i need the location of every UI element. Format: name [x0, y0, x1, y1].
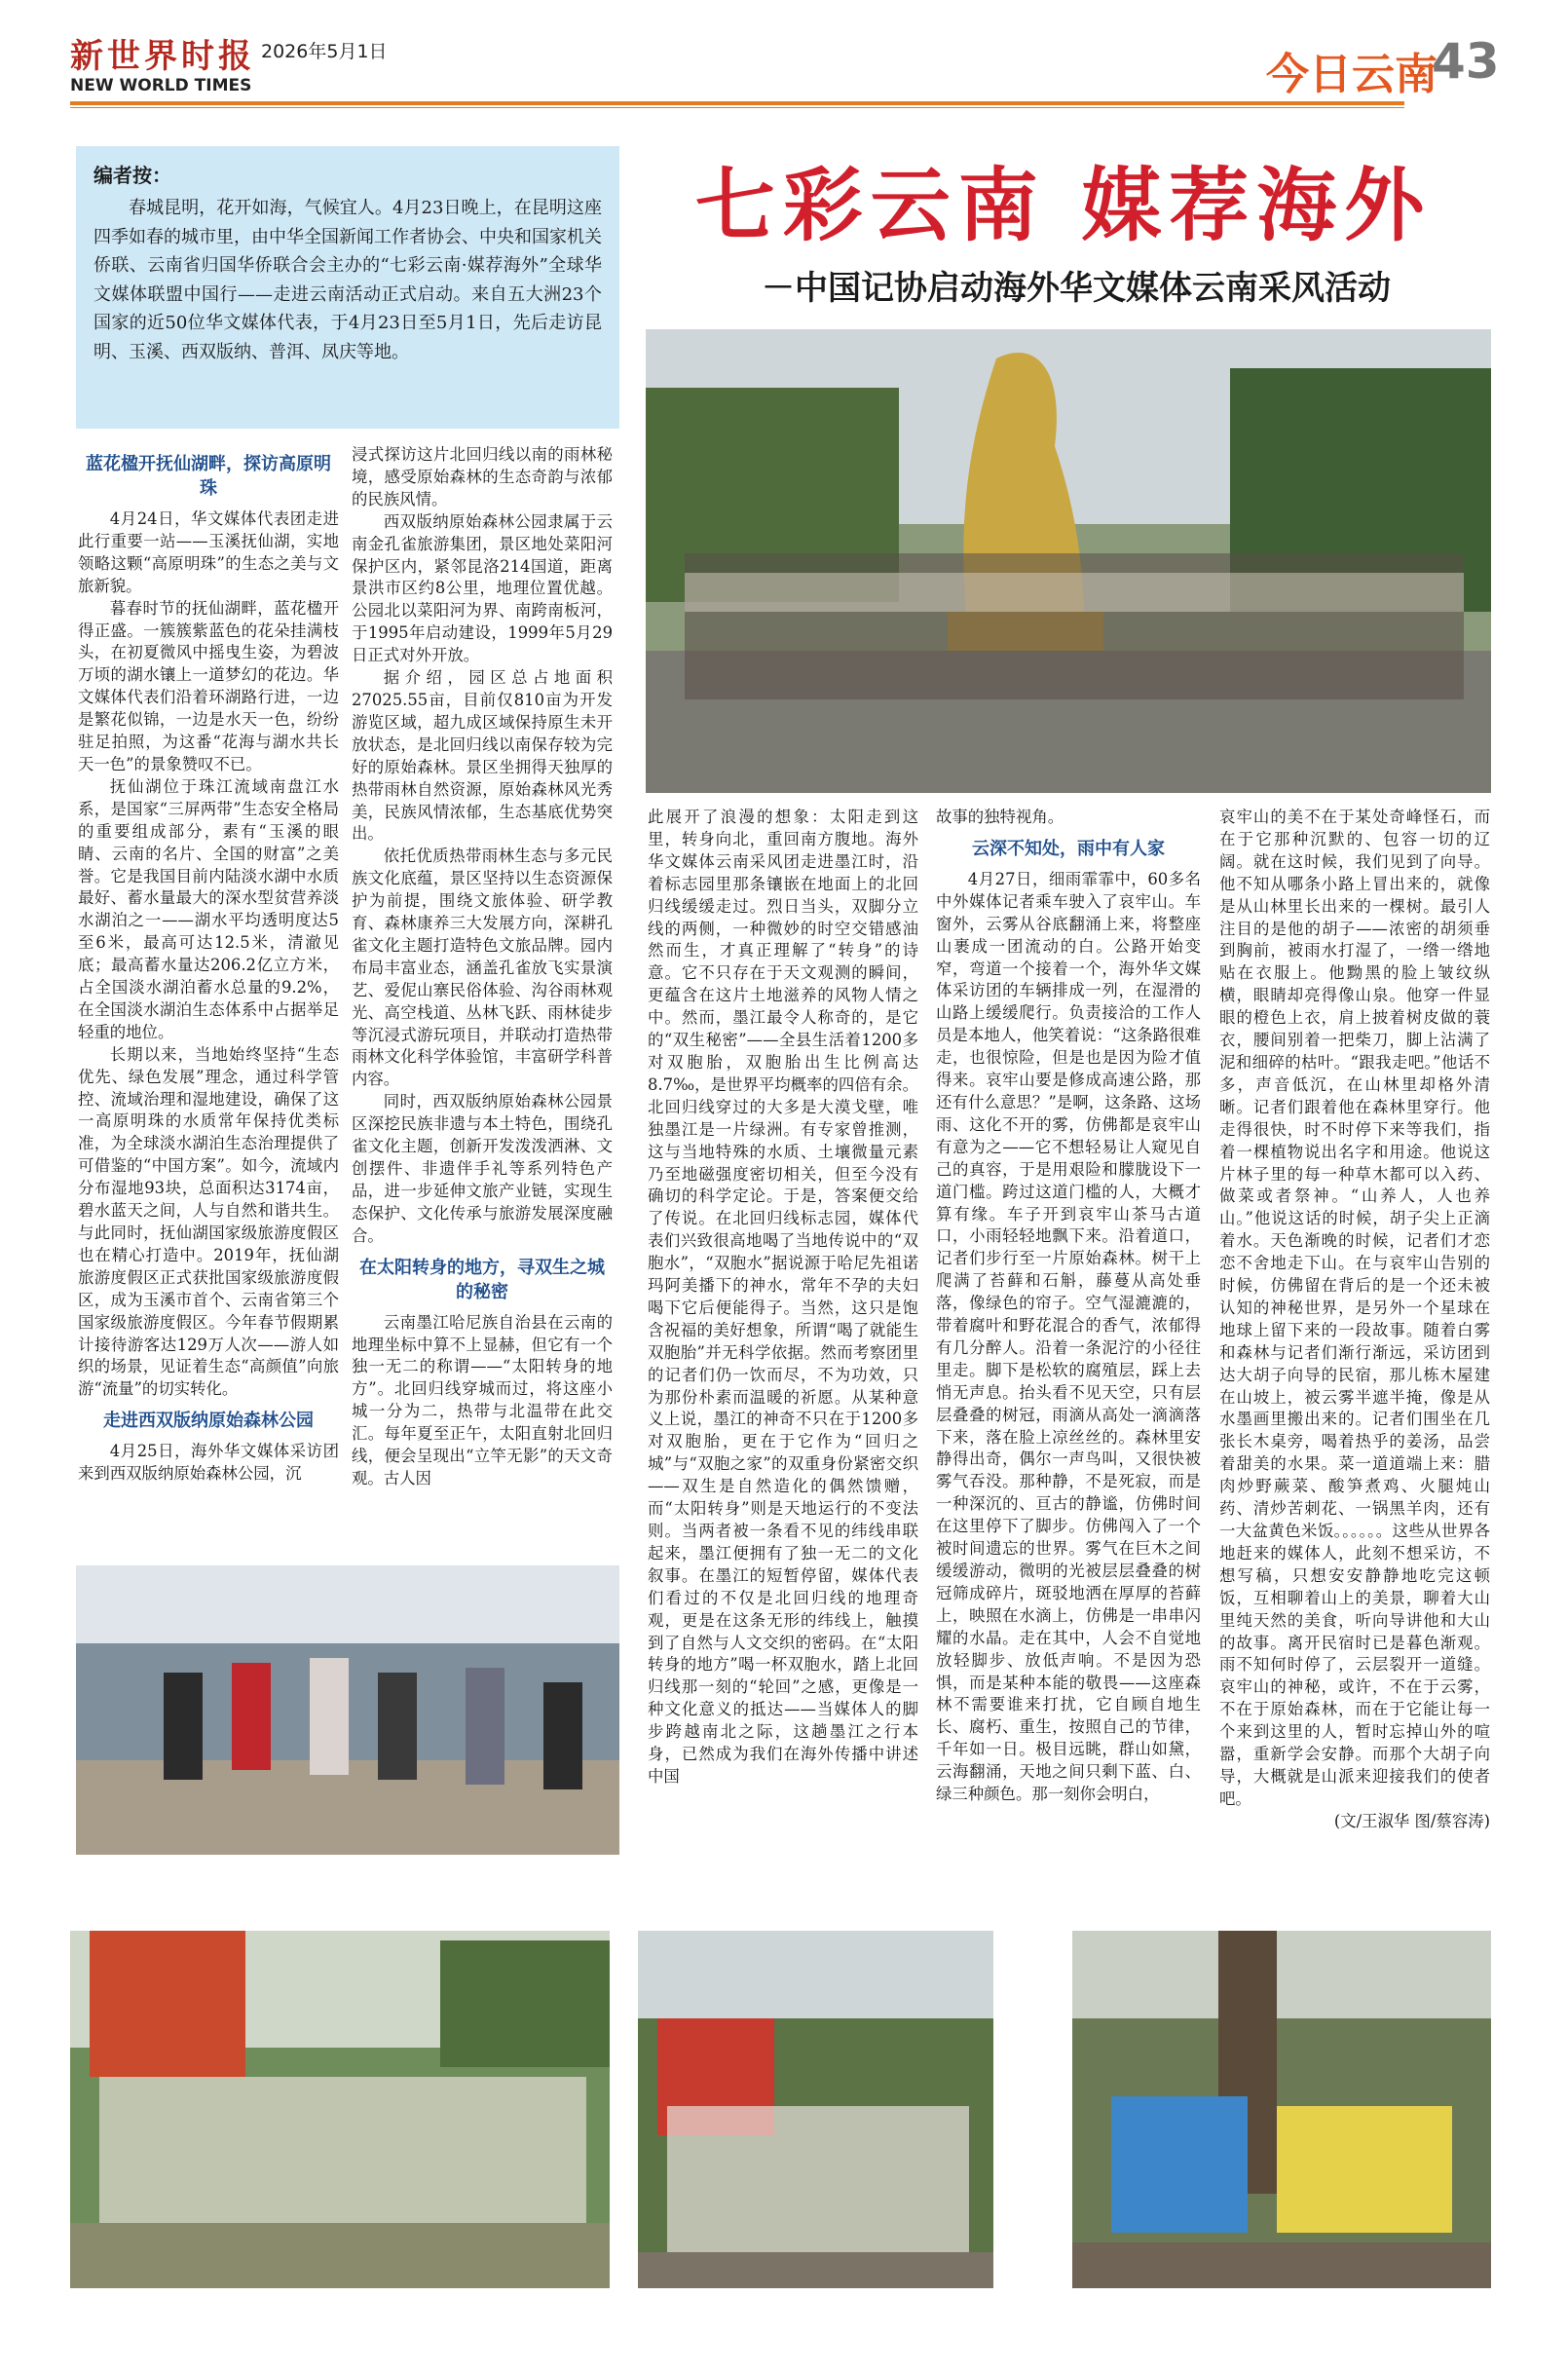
- group-photo-forest-park: [638, 1931, 993, 2288]
- text-column-1: [78, 444, 339, 1555]
- text-column-4: [936, 807, 1201, 1917]
- group-photo-monument: [646, 329, 1491, 793]
- paragraph: 4月24日，华文媒体代表团走进此行重要一站——玉溪抚仙湖，实地领略这颗“高原明珠”的生态之美与文旅新貌。: [78, 509, 339, 595]
- subheading: 在太阳转身的地方，寻双生之城的秘密: [359, 1257, 605, 1302]
- masthead-date: 2026年5月1日: [261, 41, 388, 62]
- subheading: 云深不知处，雨中有人家: [972, 838, 1165, 859]
- subheading: 蓝花楹开抚仙湖畔，探访高原明珠: [86, 454, 331, 499]
- byline-credit: (文/王淑华 图/蔡容涛): [1333, 1811, 1490, 1830]
- text-column-3: [648, 807, 918, 1917]
- editor-note-text: 春城昆明，花开如海，气候宜人。4月23日晚上，在昆明这座四季如春的城市里，由中华全国新闻工作者协会、中央和国家机关侨联、云南省归国华侨联合会主办的“七彩云南·媒荐海外”全球华文媒体联盟中国行——走进云南活动正式启动。来自五大洲23个国家的近50位华文媒体代表，于4月23日至5月1日，先后走访昆明、玉溪、西双版纳、普洱、凤庆等地。: [93, 198, 602, 362]
- masthead-rule-thin: [70, 107, 1404, 108]
- editor-note-box: [76, 146, 619, 429]
- paragraph: 哀牢山的美不在于某处奇峰怪石，而在于它那种沉默的、包容一切的辽阔。就在这时候，我们见到了向导。他不知从哪条小路上冒出来的，就像是从山林里长出来的一棵树。最引人注目的是他的胡子——浓密的胡须垂到胸前，被雨水打湿了，一绺一绺地贴在衣服上。他黝黑的脸上皱纹纵横，眼睛却亮得像山泉。他穿一件显眼的橙色上衣，肩上披着树皮做的蓑衣，腰间别着一把柴刀，脚上沾满了泥和细碎的枯叶。“跟我走吧。”他话不多，声音低沉，在山林里却格外清晰。记者们跟着他在森林里穿行。他走得很快，时不时停下来等我们，指着一棵植物说出名字和用途。他说这片林子里的每一种草木都可以入药、做菜或者祭神。“山养人，人也养山。”他说这话的时候，胡子尖上正滴着水。天色渐晚的时候，记者们才恋恋不舍地走下山。在与哀牢山告别的时候，仿佛留在背后的是一个还未被认知的神秘世界，是另外一个星球在地球上留下来的一段故事。随着白雾和森林与记者们渐行渐远，采访团到达大胡子向导的民宿，那儿栋木屋建在山坡上，被云雾半遮半掩，像是从水墨画里搬出来的。记者们围坐在几张长木桌旁，喝着热乎的姜汤，品尝着甜美的水果。菜一道道端上来：腊肉炒野蕨菜、酸笋煮鸡、火腿炖山药、清炒苦刺花、一锅黑羊肉，还有一大盆黄色米饭。。。。。。这些从世界各地赶来的媒体人，此刻不想采访，不想写稿，只想安安静静地吃完这顿饭，互相聊着山上的美景，聊着大山里纯天然的美食，听向导讲他和大山的故事。离开民宿时已是暮色渐观。雨不知何时停了，云层裂开一道缝。哀牢山的神秘，或许，不在于云雾，不在于原始森林，而在于它能让每一个来到这里的人，暂时忘掉山外的喧嚣，重新学会安静。而那个大胡子向导，大概就是山派来迎接我们的使者吧。: [1219, 808, 1490, 1808]
- paragraph: 西双版纳原始森林公园隶属于云南金孔雀旅游集团，景区地处菜阳河保护区内，紧邻昆洛214国道，距离景洪市区约8公里，地理位置优越。公园北以菜阳河为界、南跨南板河，于1995年启动建设，1999年5月29日正式对外开放。: [352, 511, 613, 665]
- paragraph: 4月25日，海外华文媒体采访团来到西双版纳原始森林公园，沉: [78, 1442, 339, 1484]
- section-name: 今日云南: [1266, 50, 1437, 99]
- text-column-2: [352, 444, 613, 1555]
- text-column-5: [1219, 807, 1490, 1917]
- paragraph: 浸式探访这片北回归线以南的雨林秘境，感受原始森林的生态奇韵与浓郁的民族风情。: [352, 445, 613, 508]
- jumping-lakeside-photo: [76, 1565, 619, 1855]
- paragraph: 故事的独特视角。: [936, 808, 1064, 826]
- editor-note-label: 编者按：: [93, 164, 171, 187]
- paragraph: 云南墨江哈尼族自治县在云南的地理坐标中算不上显赫，但它有一个独一无二的称谓——“太阳转身的地方”。北回归线穿城而过，将这座小城一分为二，热带与北温带在此交汇。每年夏至正午，太阳直射北回归线，便会呈现出“立竿无影”的天文奇观。古人因: [352, 1312, 613, 1487]
- subheading: 走进西双版纳原始森林公园: [103, 1411, 314, 1432]
- masthead-english: NEW WORLD TIMES: [70, 76, 252, 95]
- paragraph: 据介绍，园区总占地面积27025.55亩，目前仅810亩为开发游览区域，超九成区域保持原生未开放状态，是北回归线以南保存较为完好的原始森林。景区坐拥得天独厚的热带雨林自然资源，原始森林风光秀美，民族风情浓郁，生态基底优势突出。: [352, 668, 613, 844]
- paragraph: 4月27日，细雨霏霏中，60多名中外媒体记者乘车驶入了哀牢山。车窗外，云雾从谷底翻涌上来，将整座山裹成一团流动的白。公路开始变窄，弯道一个接着一个，海外华文媒体采访团的车辆排成一列，在湿滑的山路上缓缓爬行。负责接洽的工作人员是本地人，他笑着说：“这条路很难走，也很惊险，但是也是因为险才值得来。哀牢山要是修成高速公路，那还有什么意思？”是啊，这条路、这场雨、这化不开的雾，仿佛都是哀牢山有意为之——它不想轻易让人窥见自己的真容，于是用艰险和朦胧设下一道门槛。跨过这道门槛的人，大概才算有缘。车子开到哀牢山茶马古道口，小雨轻轻地飘下来。沿着道口，记者们步行至一片原始森林。树干上爬满了苔藓和石斛，藤蔓从高处垂落，像绿色的帘子。空气湿漉漉的，带着腐叶和野花混合的香气，浓郁得有几分醉人。沿着一条泥泞的小径往里走。脚下是松软的腐殖层，踩上去悄无声息。抬头看不见天空，只有层层叠叠的树冠，雨滴从高处一滴滴落下来，落在脸上凉丝丝的。森林里安静得出奇，偶尔一声鸟叫，又很快被雾气吞没。那种静，不是死寂，而是一种深沉的、亘古的静谧，仿佛时间在这里停下了脚步。仿佛闯入了一个被时间遗忘的世界。雾气在巨木之间缓缓游动，微明的光被层层叠叠的树冠筛成碎片，斑驳地洒在厚厚的苔藓上，映照在水滴上，仿佛是一串串闪耀的水晶。走在其中，人会不自觉地放轻脚步、放低声响。不是因为恐惧，而是某种本能的敬畏——这座森林不需要谁来打扰，它自顾自地生长、腐朽、重生，按照自己的节律，千年如一日。极目远眺，群山如黛，云海翻涌，天地之间只剩下蓝、白、绿三种颜色。那一刻你会明白，: [936, 869, 1201, 1804]
- paragraph: 暮春时节的抚仙湖畔，蓝花楹开得正盛。一簇簇紫蓝色的花朵挂满枝头，在初夏微风中摇曳生姿，为碧波万顷的湖水镶上一道梦幻的花边。华文媒体代表们沿着环湖路行进，一边是繁花似锦，一边是水天一色，纷纷驻足拍照，为这番“花海与湖水共长天一色”的景象赞叹不已。: [78, 598, 339, 773]
- paragraph: 此展开了浪漫的想象：太阳走到这里，转身向北，重回南方腹地。海外华文媒体云南采风团走进墨江时，沿着标志园里那条镶嵌在地面上的北回归线缓缓走过。烈日当头，双脚分立线的两侧，一种微妙的时空交错感油然而生，才真正理解了“转身”的诗意。它不只存在于天文观测的瞬间，更蕴含在这片土地滋养的风物人情之中。然而，墨江最令人称奇的，是它的“双生秘密”——全县生活着1200多对双胞胎，双胞胎出生比例高达8.7‰，是世界平均概率的四倍有余。北回归线穿过的大多是大漠戈壁，唯独墨江是一片绿洲。有专家曾推测，这与当地特殊的水质、土壤微量元素乃至地磁强度密切相关，但至今没有确切的科学定论。于是，答案便交给了传说。在北回归线标志园，媒体代表们兴致很高地喝了当地传说中的“双胞水”，“双胞水”据说源于哈尼先祖诺玛阿美播下的神水，常年不孕的夫妇喝下它后便能得子。当然，这只是饱含祝福的美好想象，所谓“喝了就能生双胞胎”并无科学依据。然而考察团里的记者们仍一饮而尽，不为功效，只为那份朴素而温暖的祈愿。从某种意义上说，墨江的神奇不只在于1200多对双胞胎，更在于它作为“回归之城”与“双胞之家”的双重身份紧密交织——双生是自然造化的偶然馈赠，而“太阳转身”则是天地运行的不变法则。当两者被一条看不见的纬线串联起来，墨江便拥有了独一无二的文化叙事。在墨江的短暂停留，媒体代表们看过的不仅是北回归线的地理奇观，更是在这条无形的纬线上，触摸到了自然与人文交织的密码。在“太阳转身的地方”喝一杯双胞水，踏上北回归线那一刻的“轮回”之感，更像是一种文化意义的抵达——当媒体人的脚步跨越南北之际，这趟墨江之行本身，已然成为我们在海外传播中讲述中国: [648, 808, 918, 1786]
- masthead-rule: [70, 101, 1404, 105]
- paragraph: 抚仙湖位于珠江流域南盘江水系，是国家“三屏两带”生态安全格局的重要组成部分，素有“玉溪的眼睛、云南的名片、全国的财富”之美誉。它是我国目前内陆淡水湖中水质最好、蓄水量最大的深水型贫营养淡水湖泊之一——湖水平均透明度达5至6米，最高可达12.5米，清澈见底；最高蓄水量达206.2亿立方米，占全国淡水湖泊蓄水总量的9.2%，在全国淡水湖泊生态体系中占据举足轻重的地位。: [78, 776, 339, 1041]
- group-photo-garden: [70, 1931, 610, 2288]
- paragraph: 长期以来，当地始终坚持“生态优先、绿色发展”理念，通过科学管控、流域治理和湿地建设，确保了这一高原明珠的水质常年保持优类标准，为全球淡水湖泊生态治理提供了可借鉴的“中国方案”。如今，流域内分布湿地93块，总面积达3174亩，碧水蓝天之间，人与自然和谐共生。与此同时，抚仙湖国家级旅游度假区也在精心打造中。2019年，抚仙湖旅游度假区正式获批国家级旅游度假区，成为玉溪市首个、云南省第三个国家级旅游度假区。今年春节假期累计接待游客达129万人次——游人如织的场景，见证着生态“高颜值”向旅游“流量”的切实转化。: [78, 1044, 339, 1399]
- group-photo-raincoats: [1072, 1931, 1491, 2288]
- headline-title: 七彩云南 媒荐海外: [694, 159, 1433, 252]
- paragraph: 同时，西双版纳原始森林公园景区深挖民族非遗与本土特色，围绕孔雀文化主题，创新开发泼泼洒淋、文创摆件、非遗伴手礼等系列特色产品，进一步延伸文旅产业链，实现生态保护、文化传承与旅游发展深度融合。: [352, 1092, 613, 1245]
- masthead-title: 新世界时报: [70, 37, 255, 76]
- page-number: 43: [1432, 33, 1500, 90]
- paragraph: 依托优质热带雨林生态与多元民族文化底蕴，景区坚持以生态资源保护为前提，围绕文旅体验、研学教育、森林康养三大发展方向，深耕孔雀文化主题打造特色文旅品牌。园内布局丰富业态，涵盖孔雀放飞实景演艺、爱伲山寨民俗体验、沟谷雨林观光、高空栈道、丛林飞跃、雨林徒步等沉浸式游玩项目，并联动打造热带雨林文化科学体验馆，丰富研学科普内容。: [352, 847, 613, 1089]
- headline-subtitle: －中国记协启动海外华文媒体云南采风活动: [762, 269, 1391, 308]
